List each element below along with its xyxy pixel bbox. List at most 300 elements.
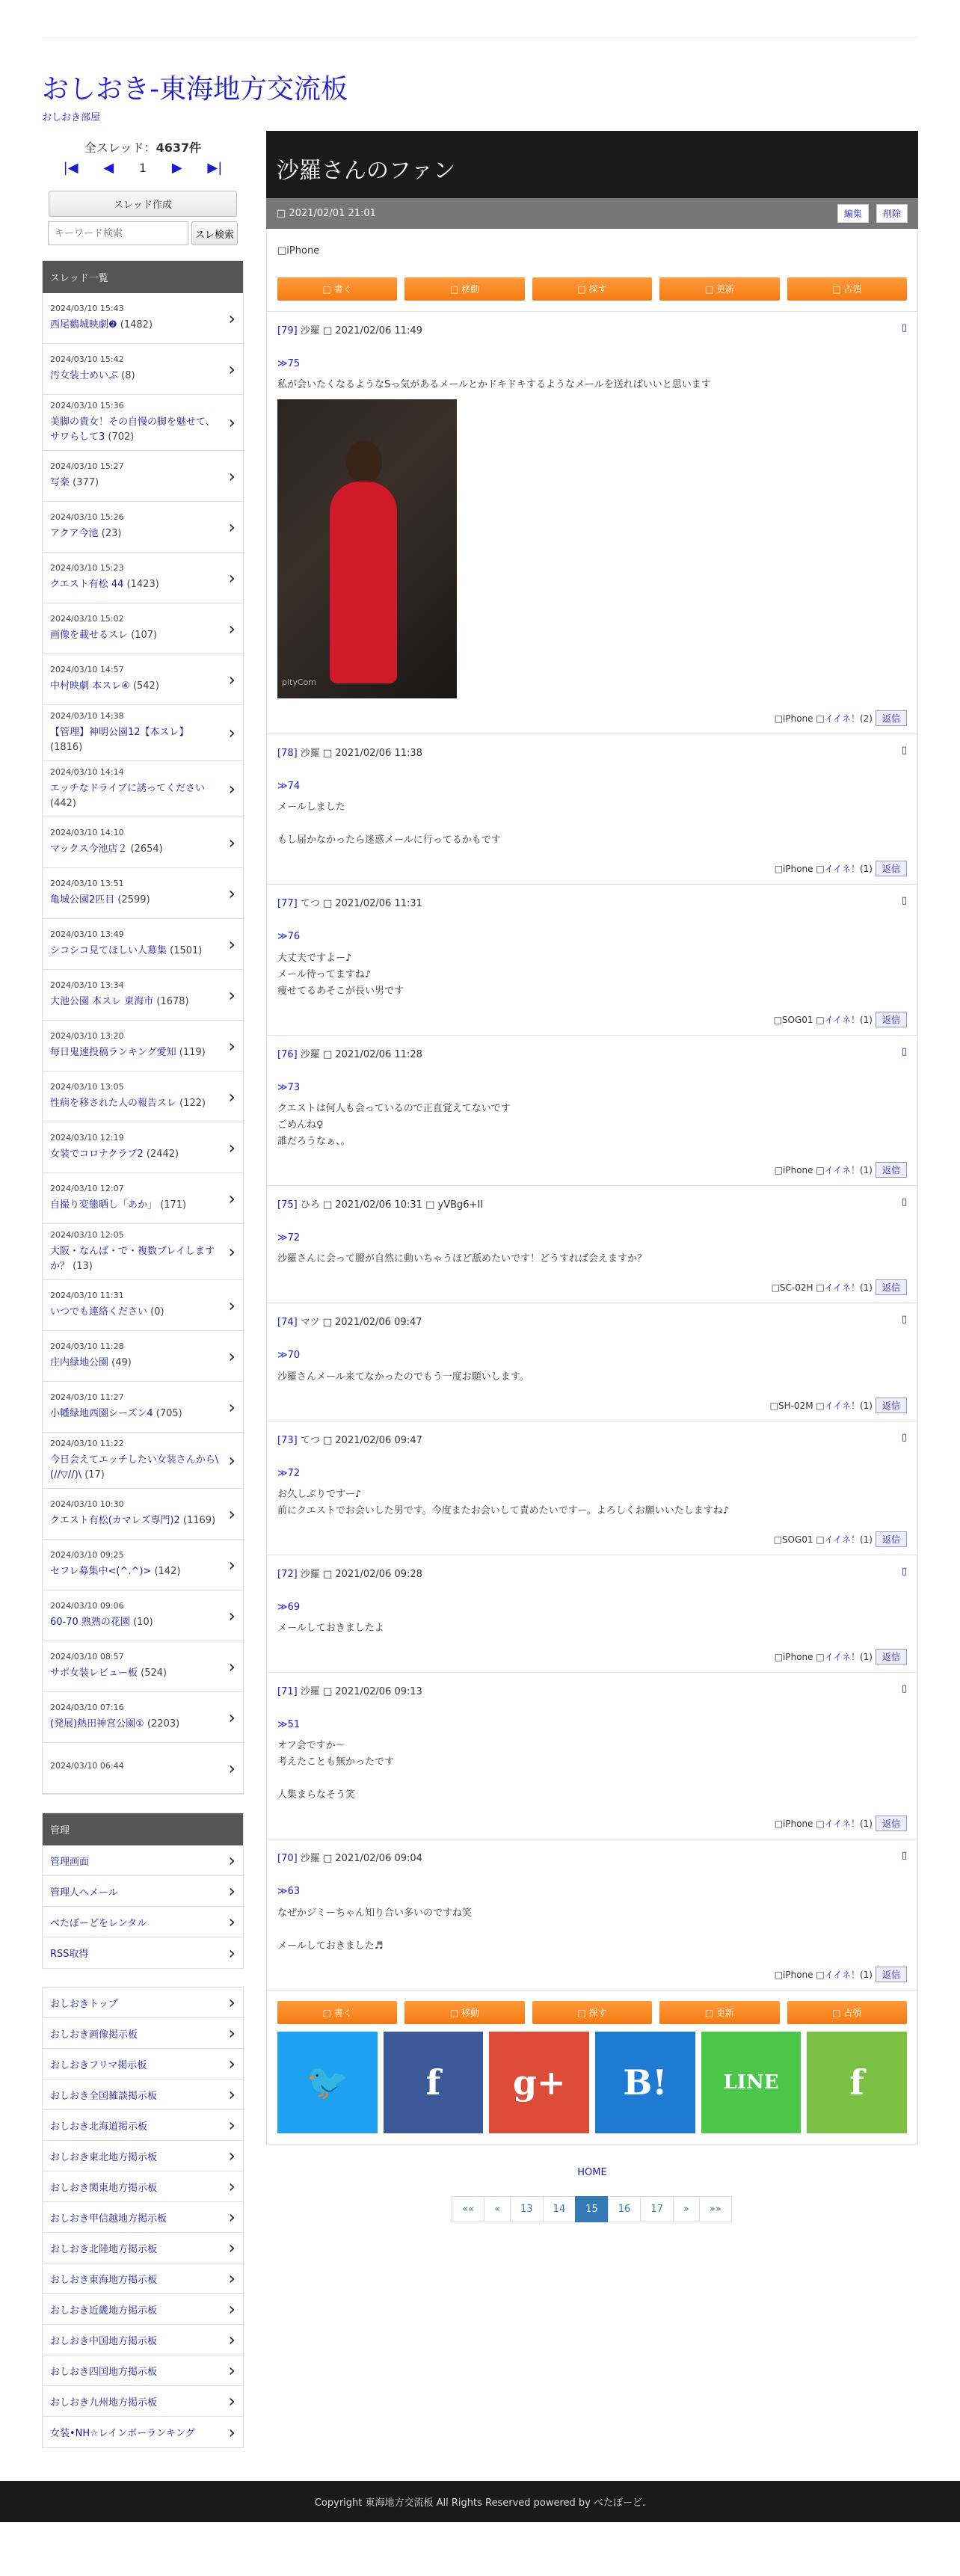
thread-list-item[interactable] (43, 1224, 243, 1280)
post (266, 1186, 918, 1303)
thread-title-line (50, 628, 157, 643)
board-link-label[interactable]: 女装•NH☆レインボーランキング (50, 2428, 195, 2439)
post-anchor[interactable]: ≫73 (277, 1081, 301, 1093)
like-button[interactable]: イイネ！ (824, 1014, 860, 1025)
action-icon: □ (577, 2007, 589, 2018)
chevron-right-icon: › (228, 2053, 236, 2074)
post-number[interactable]: [76] (277, 1048, 298, 1060)
action-button[interactable] (659, 277, 779, 301)
post-text-line: メール待ってますね♪ (277, 968, 372, 980)
thread-link[interactable]: サポ女装レビュー板 (50, 1667, 138, 1679)
chevron-right-icon: › (228, 2360, 236, 2381)
post-text-line: 私が会いたくなるようなSっ気があるメールとかドキドキするようなメールを送ればいいと思います (277, 379, 711, 391)
post-anchor[interactable]: ≫72 (277, 1232, 301, 1244)
thread-list-item[interactable] (43, 1280, 243, 1331)
post-menu-icon[interactable]: ▯ (901, 1850, 907, 1862)
thread-count: (119) (179, 1047, 206, 1059)
action-button[interactable] (404, 277, 524, 301)
first-page-icon[interactable]: |◀ (63, 160, 79, 176)
thread-list-item[interactable] (43, 868, 243, 919)
board-link[interactable] (43, 2018, 243, 2049)
thread-info (50, 1652, 167, 1681)
post-menu-icon[interactable]: ▯ (901, 1683, 907, 1695)
thread-link[interactable]: 写楽 (50, 477, 70, 489)
thread-date: 2024/03/10 09:06 (50, 1601, 124, 1611)
action-label: 書く (333, 284, 352, 295)
last-page-icon[interactable]: ▶| (207, 160, 223, 176)
post (266, 312, 918, 734)
hatena-share-icon[interactable]: B! (595, 2032, 695, 2133)
thread-list-item[interactable] (43, 344, 243, 395)
thread-list-item[interactable] (43, 705, 243, 761)
post-text-line: 人集まらなそう笑 (277, 1789, 356, 1801)
thread-list-item[interactable] (43, 1489, 243, 1540)
pagination-item[interactable]: «« (452, 2196, 484, 2222)
thread-link[interactable]: 性病を移された人の報告スレ (50, 1098, 177, 1110)
thread-link[interactable]: 庄内緑地公園 (50, 1357, 109, 1369)
thread-link[interactable]: アクア今池 (50, 528, 99, 540)
thread-info (50, 828, 163, 857)
like-button[interactable]: イイネ！ (824, 1819, 860, 1830)
board-link-label[interactable]: おしおきフリマ掲示板 (50, 2059, 147, 2071)
thread-title-line (50, 526, 124, 541)
board-link[interactable] (43, 2079, 243, 2110)
post-footer: □iPhone □イイネ！(1) 返信 (277, 1967, 907, 1982)
thread-info (50, 461, 124, 491)
admin-link-label[interactable]: べたぼーどをレンタル (50, 1917, 147, 1929)
action-button[interactable] (532, 2001, 652, 2024)
board-link[interactable] (43, 2417, 243, 2447)
post-date: 2021/02/06 10:31 (335, 1199, 422, 1211)
board-link-label[interactable]: おしおき北陸地方掲示板 (50, 2243, 158, 2255)
post (266, 734, 918, 885)
post-text-line: 大丈夫ですよー♪ (277, 952, 352, 964)
pagination-item[interactable]: 17 (640, 2196, 674, 2222)
admin-link[interactable] (43, 1876, 243, 1907)
post-date: 2021/02/06 09:47 (335, 1434, 422, 1446)
pagination-item[interactable]: »» (699, 2196, 732, 2222)
like-button[interactable]: イイネ！ (824, 1282, 860, 1294)
chevron-right-icon: › (228, 618, 236, 639)
thread-link[interactable]: クエスト有松(カマレズ専門)2 (50, 1515, 180, 1527)
thread-info (50, 980, 189, 1009)
chevron-right-icon: › (228, 1605, 236, 1626)
thread-title-line (50, 1305, 164, 1320)
thread-list-item[interactable] (43, 919, 243, 970)
thread-date: 2024/03/10 15:36 (50, 401, 124, 411)
post-number[interactable]: [74] (277, 1317, 298, 1329)
pagination-item[interactable]: 16 (608, 2196, 641, 2222)
thread-count: (1501) (170, 945, 203, 957)
delete-button[interactable]: 削除 (876, 204, 908, 223)
thread-list-item[interactable] (43, 502, 243, 553)
chevron-right-icon: › (228, 1881, 236, 1902)
thread-link[interactable]: 美脚の貴女！その自慢の脚を魅せて、サワらして3 (50, 416, 215, 443)
post-text-line: メールしました (277, 802, 345, 814)
thread-link[interactable]: セフレ募集中<(^.^)> (50, 1566, 152, 1578)
post-header-left: [78] 沙羅 □ 2021/02/06 11:38 (277, 748, 422, 760)
post-body (277, 1884, 907, 1954)
board-link[interactable] (43, 2233, 243, 2263)
post-footer: □iPhone □イイネ！(1) 返信 (277, 1816, 907, 1831)
thread-list (43, 293, 243, 1794)
thread-count: (1816) (50, 741, 83, 753)
thread-link[interactable]: エッチなドライブに誘ってください (50, 783, 205, 794)
post-number[interactable]: [77] (277, 898, 298, 910)
like-count: (1) (859, 1652, 873, 1663)
thread-list-item[interactable] (43, 970, 243, 1021)
chevron-right-icon: › (228, 2023, 236, 2044)
thread-list-item[interactable] (43, 1692, 243, 1743)
thread-list-item[interactable] (43, 1382, 243, 1433)
board-link-label[interactable]: おしおき四国地方掲示板 (50, 2366, 158, 2378)
chevron-right-icon: › (228, 2237, 236, 2258)
thread-link[interactable]: 60-70 熟熟の花園 (50, 1617, 130, 1629)
post-text-line: 誰だろうなぁ、。 (277, 1136, 351, 1148)
thread-link[interactable]: マックス今池店２ (50, 843, 128, 855)
post-number[interactable]: [72] (277, 1568, 298, 1580)
action-icon: □ (832, 284, 844, 295)
action-icon: □ (322, 2007, 334, 2018)
thread-list-item[interactable] (43, 1331, 243, 1382)
reply-button[interactable]: 返信 (876, 1531, 907, 1547)
post-device: iPhone (783, 864, 813, 875)
thread-date: 2024/03/10 15:26 (50, 512, 124, 523)
post (266, 1839, 918, 1990)
admin-link[interactable] (43, 1937, 243, 1968)
chevron-right-icon: › (228, 722, 236, 743)
post-id: yVBg6+II (437, 1199, 484, 1211)
post-author: 沙羅 (300, 1568, 320, 1580)
post-menu-icon[interactable]: ▯ (901, 895, 907, 907)
edit-button[interactable]: 編集 (837, 204, 869, 223)
post-anchor[interactable]: ≫74 (277, 781, 301, 793)
thread-date: 2024/03/10 09:25 (50, 1550, 124, 1561)
chevron-right-icon: › (228, 2391, 236, 2411)
thread-count: (171) (160, 1199, 187, 1211)
board-link-label[interactable]: おしおき近畿地方掲示板 (50, 2305, 158, 2317)
pagination-item[interactable]: 15 (575, 2196, 609, 2222)
thread-list-item[interactable] (43, 451, 243, 502)
board-link[interactable] (43, 2171, 243, 2202)
next-page-icon[interactable]: ▶ (171, 160, 182, 176)
chevron-right-icon: › (228, 1911, 236, 1932)
keyword-search-input[interactable] (48, 221, 188, 245)
thread-list-item[interactable] (43, 1743, 243, 1794)
like-button[interactable]: イイネ！ (824, 1165, 860, 1176)
thread-link[interactable]: 中村映劇 本スレ④ (50, 680, 130, 692)
board-link[interactable] (43, 2294, 243, 2325)
thread-info (50, 1291, 164, 1320)
reply-button[interactable]: 返信 (876, 1012, 907, 1027)
thread-date: 2024/03/10 15:43 (50, 304, 124, 314)
reply-button[interactable]: 返信 (876, 710, 907, 726)
thread-date: 2024/03/10 15:23 (50, 563, 124, 574)
post-number[interactable]: [73] (277, 1434, 298, 1446)
thread-info (50, 879, 150, 908)
board-link-label[interactable]: おしおき中国地方掲示板 (50, 2335, 158, 2347)
thread-list-item[interactable] (43, 1540, 243, 1590)
post-number[interactable]: [70] (277, 1853, 298, 1865)
action-button[interactable] (277, 277, 397, 301)
post-footer: □iPhone □イイネ！(2) 返信 (277, 710, 907, 726)
action-button[interactable] (277, 2001, 397, 2024)
board-link[interactable] (43, 2141, 243, 2171)
action-icon: □ (704, 2007, 716, 2018)
post-author: 沙羅 (300, 325, 320, 336)
post-anchor[interactable]: ≫63 (277, 1886, 301, 1898)
thread-count: (8) (121, 370, 135, 382)
post-body (277, 1717, 907, 1804)
post-footer: □SOG01 □イイネ！(1) 返信 (277, 1531, 907, 1547)
thread-list-item[interactable] (43, 654, 243, 705)
site-title[interactable]: おしおき-東海地方交流板 (42, 74, 348, 105)
post-anchor[interactable]: ≫76 (277, 931, 301, 943)
thread-list-item[interactable] (43, 603, 243, 654)
post-menu-icon[interactable]: ▯ (901, 1314, 907, 1326)
post-menu-icon[interactable]: ▯ (901, 745, 907, 757)
thread-list-item[interactable] (43, 1072, 243, 1122)
current-page: 1 (138, 161, 147, 175)
thread-date: 2024/03/10 12:07 (50, 1184, 124, 1194)
post-device: SH-02M (778, 1400, 813, 1411)
thread-title-line (50, 842, 163, 857)
thread-count: (142) (154, 1566, 181, 1578)
pagination-item[interactable]: « (484, 2196, 511, 2222)
thread-search-button[interactable]: スレ検索 (191, 221, 238, 245)
thread-list-item[interactable] (43, 817, 243, 868)
post-text-line: メールしておきましたよ (277, 1622, 384, 1634)
board-link-label[interactable]: おしおきトップ (50, 1998, 118, 2010)
board-link[interactable] (43, 2325, 243, 2355)
post-header (277, 895, 907, 909)
thread-info (50, 1550, 180, 1579)
action-button[interactable] (787, 277, 907, 301)
thread-list-item[interactable] (43, 1021, 243, 1072)
action-label: 書く (333, 2007, 352, 2018)
post-number[interactable]: [79] (277, 325, 298, 336)
thread-link[interactable]: 女装でコロナクラブ2 (50, 1149, 144, 1161)
thread-link[interactable]: 【管理】神明公園12【本スレ】 (50, 727, 189, 738)
board-link-label[interactable]: おしおき甲信越地方掲示板 (50, 2213, 167, 2225)
thread-list-item[interactable] (43, 1173, 243, 1224)
chevron-right-icon: › (228, 1345, 236, 1367)
chevron-right-icon: › (228, 1992, 236, 2013)
post-anchor[interactable]: ≫75 (277, 358, 301, 369)
thread-list-item[interactable] (43, 1122, 243, 1173)
reply-button[interactable]: 返信 (876, 1649, 907, 1664)
chevron-right-icon: › (228, 1554, 236, 1576)
post-menu-icon[interactable]: ▯ (901, 1045, 907, 1057)
thread-list-item[interactable] (43, 1590, 243, 1641)
admin-link-label[interactable]: 管理画面 (50, 1856, 90, 1868)
board-link-label[interactable]: おしおき北海道掲示板 (50, 2121, 148, 2133)
main-layout (0, 131, 960, 2466)
thread-title-line (50, 1244, 222, 1273)
post-photo[interactable] (277, 399, 457, 698)
thread-device: □iPhone (277, 245, 320, 256)
post-number[interactable]: [78] (277, 748, 298, 760)
like-button[interactable]: イイネ！ (824, 1652, 860, 1663)
board-link-label[interactable]: おしおき東北地方掲示板 (50, 2151, 158, 2163)
thread-info (50, 401, 222, 444)
admin-link[interactable] (43, 1907, 243, 1937)
post-text-line: 前にクエストでお会いした男です。今度またお会いして責めたいですー。よろしくお願いいたしますね♪ (277, 1504, 730, 1516)
post-header (277, 1683, 907, 1697)
post-menu-icon[interactable]: ▯ (901, 1196, 907, 1208)
thread-date: 2024/03/10 14:10 (50, 828, 124, 838)
thread-list-item[interactable] (43, 293, 243, 344)
thread-total-value: 4637件 (156, 141, 202, 155)
thread-info (50, 563, 159, 592)
thread-link[interactable]: 大池公園 本スレ 東海市 (50, 996, 154, 1008)
post-author: てつ (300, 898, 320, 910)
home-link[interactable]: HOME (577, 2166, 607, 2178)
thread-list-item[interactable] (43, 553, 243, 603)
pagination-item[interactable]: 13 (510, 2196, 544, 2222)
thread-title-line (50, 1615, 153, 1630)
thread-info (50, 665, 159, 694)
like-button[interactable]: イイネ！ (824, 1400, 860, 1411)
action-icon: □ (704, 284, 716, 295)
post-menu-icon[interactable]: ▯ (901, 1431, 907, 1443)
thread-link[interactable]: 毎日鬼速投稿ランキング愛知 (50, 1047, 176, 1059)
board-link-label[interactable]: おしおき関東地方掲示板 (50, 2182, 158, 2194)
post-header (277, 1046, 907, 1060)
thread-info (50, 614, 157, 643)
thread-date: 2024/03/10 15:42 (50, 354, 124, 365)
like-button[interactable]: イイネ！ (824, 1969, 860, 1980)
thread-count: (17) (84, 1469, 105, 1481)
action-button[interactable] (787, 2001, 907, 2024)
thread-link[interactable]: 亀城公園2匹目 (50, 894, 115, 906)
thread-link[interactable]: 今日会えてエッチしたい女装さんから\(//▽//)\ (50, 1454, 219, 1481)
reply-button[interactable]: 返信 (876, 1398, 907, 1413)
twitter-share-icon[interactable]: 🐦 (277, 2032, 378, 2133)
reply-button[interactable]: 返信 (876, 1816, 907, 1831)
admin-link-label[interactable]: 管理人へメール (50, 1887, 118, 1899)
pagination-item[interactable]: » (673, 2196, 700, 2222)
thread-count: (2599) (117, 894, 150, 906)
like-button[interactable]: イイネ！ (824, 864, 860, 875)
chevron-right-icon: › (228, 2115, 236, 2136)
action-button[interactable] (532, 277, 652, 301)
post-anchor[interactable]: ≫69 (277, 1601, 301, 1613)
board-link[interactable] (43, 2110, 243, 2141)
post-menu-icon[interactable]: ▯ (901, 322, 907, 333)
home-link-row (266, 2167, 918, 2178)
feedly-share-icon[interactable]: f (807, 2032, 907, 2133)
reply-button[interactable]: 返信 (876, 1279, 907, 1295)
thread-list-item[interactable] (43, 761, 243, 817)
board-link-label[interactable]: おしおき東海地方掲示板 (50, 2274, 158, 2286)
reply-button[interactable]: 返信 (876, 861, 907, 876)
admin-link[interactable] (43, 1845, 243, 1876)
admin-list (43, 1845, 243, 1968)
board-link-label[interactable]: おしおき全国雑談掲示板 (50, 2090, 158, 2102)
chevron-right-icon: › (228, 1450, 236, 1471)
thread-link[interactable]: 画像を載せるスレ (50, 630, 129, 642)
search-row (48, 221, 238, 245)
thread-link[interactable]: 西尾鶴城映劇❷ (50, 319, 117, 331)
footer: Copyright 東海地方交流板 All Rights Reserved powered by べたぼーど. (0, 2481, 960, 2522)
thread-link[interactable]: 大阪・なんば・で・複数プレイしますか？ (50, 1246, 215, 1272)
line-share-icon[interactable]: LINE (701, 2032, 801, 2133)
chevron-right-icon: › (228, 358, 236, 380)
prev-page-icon[interactable]: ◀ (103, 160, 114, 176)
thread-link[interactable]: いつでも連絡ください (50, 1306, 148, 1318)
thread-list-item[interactable] (43, 1641, 243, 1692)
thread-title-line (50, 1717, 179, 1732)
post-author: マツ (300, 1317, 320, 1329)
like-count: (1) (859, 1014, 873, 1025)
thread-link[interactable]: 小幡緑地西園シーズン4 (50, 1408, 153, 1420)
post-body (277, 1347, 907, 1385)
chevron-right-icon: › (228, 1942, 236, 1964)
thread-list-item[interactable] (43, 395, 243, 451)
thread-title-line (50, 1513, 215, 1528)
create-thread-button[interactable]: スレッド作成 (49, 191, 237, 217)
thread-link[interactable]: 汚女装士めいぷ (50, 370, 119, 382)
thread-info (50, 1439, 222, 1482)
reply-button[interactable]: 返信 (876, 1162, 907, 1178)
like-button[interactable]: イイネ！ (824, 1534, 860, 1545)
pagination-item[interactable]: 14 (543, 2196, 576, 2222)
action-button[interactable] (404, 2001, 524, 2024)
thread-info (50, 304, 153, 333)
post-anchor[interactable]: ≫70 (277, 1350, 301, 1362)
chevron-right-icon: › (228, 1035, 236, 1057)
board-link-label[interactable]: おしおき画像掲示板 (50, 2029, 138, 2041)
post-header-left: [71] 沙羅 □ 2021/02/06 09:13 (277, 1686, 422, 1698)
thread-link[interactable]: クエスト有松 44 (50, 579, 124, 591)
post-list (266, 312, 918, 1991)
post-anchor[interactable]: ≫72 (277, 1467, 301, 1479)
site-subtitle[interactable]: おしおき部屋 (42, 112, 101, 123)
thread-info (50, 1392, 182, 1421)
board-link[interactable] (43, 2049, 243, 2079)
post-number[interactable]: [71] (277, 1686, 298, 1698)
post-header (277, 322, 907, 336)
board-link[interactable] (43, 2263, 243, 2294)
post-body (277, 778, 907, 849)
thread-link[interactable]: 自撮り変態晒し「あか」 (50, 1199, 158, 1211)
post-anchor[interactable]: ≫51 (277, 1719, 301, 1731)
thread-link[interactable]: (発展)熱田神宮公園① (50, 1718, 144, 1730)
board-link[interactable] (43, 2386, 243, 2417)
post-text-line: お久しぶりですー♪ (277, 1488, 361, 1500)
reply-button[interactable]: 返信 (876, 1967, 907, 1982)
board-link[interactable] (43, 2355, 243, 2386)
post-header (277, 1566, 907, 1580)
thread-count: (49) (111, 1357, 132, 1369)
board-link-label[interactable]: おしおき九州地方掲示板 (50, 2397, 158, 2409)
google-plus-share-icon[interactable]: g+ (489, 2032, 589, 2133)
board-link[interactable] (43, 2202, 243, 2233)
post-device: SC-02H (779, 1282, 813, 1294)
action-bar-bottom (277, 2001, 907, 2024)
thread-list-item[interactable] (43, 1433, 243, 1489)
post-number[interactable]: [75] (277, 1199, 298, 1211)
like-button[interactable]: イイネ！ (824, 713, 860, 725)
thread-link[interactable]: シコシコ見てほしい人募集 (50, 945, 167, 957)
board-links-box (42, 1987, 244, 2448)
admin-link-label[interactable]: RSS取得 (50, 1949, 89, 1960)
post-menu-icon[interactable]: ▯ (901, 1565, 907, 1577)
board-link[interactable] (43, 1988, 243, 2018)
facebook-share-icon[interactable]: f (384, 2032, 484, 2133)
action-button[interactable] (659, 2001, 779, 2024)
